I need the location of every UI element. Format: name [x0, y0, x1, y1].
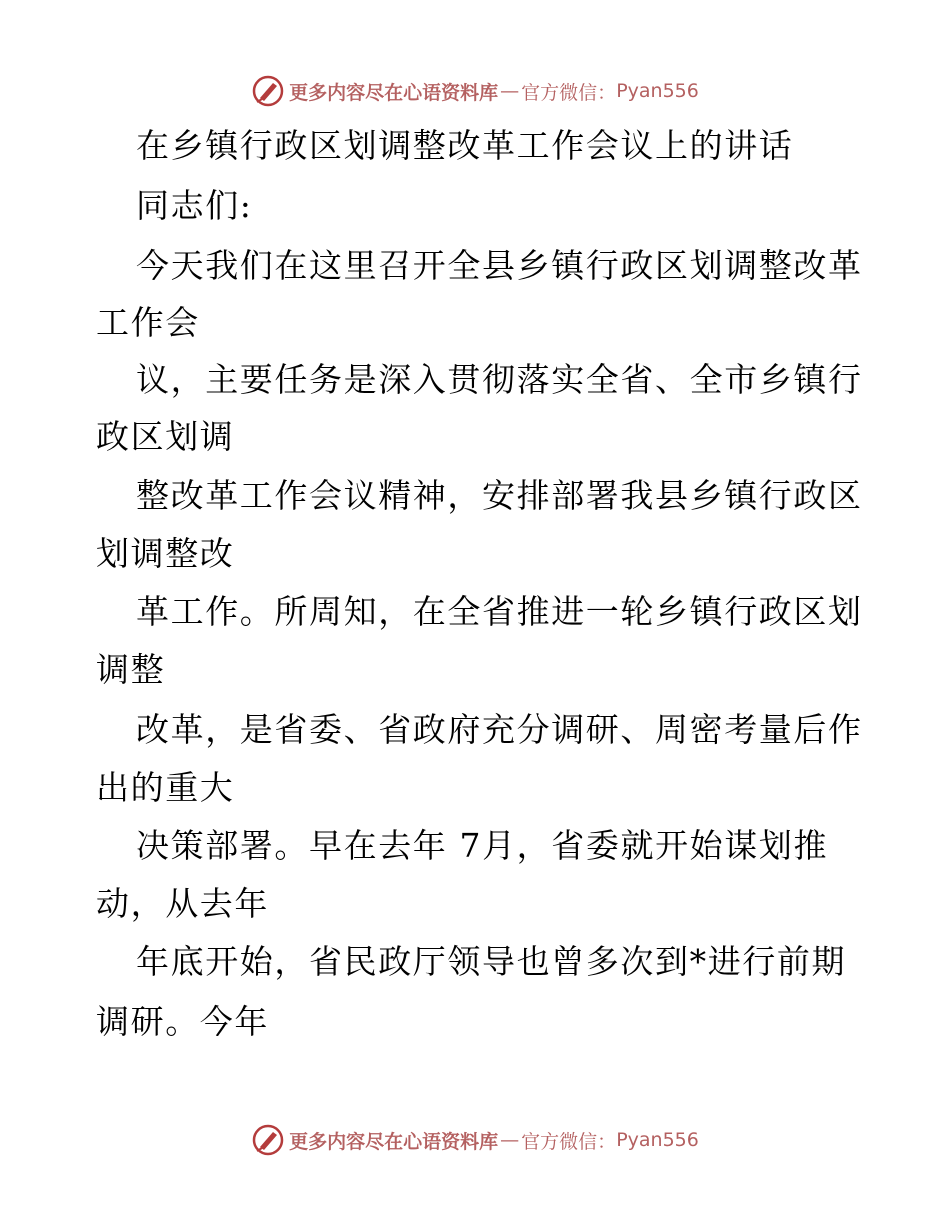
- paragraph-line: 调研。今年: [96, 1002, 269, 1041]
- paragraph-line: 动，从去年: [96, 884, 269, 923]
- paragraph-line: 出的重大: [96, 768, 235, 807]
- watermark-wechat-id: Pyan556: [616, 80, 699, 102]
- watermark-text: 更多内容尽在心语资料库: [289, 1130, 499, 1153]
- paragraph-line: 调整: [96, 650, 166, 689]
- document-title: 在乡镇行政区划调整改革工作会议上的讲话: [136, 126, 794, 165]
- paragraph-line: 决策部署。早在去年 7月，省委就开始谋划推: [136, 826, 829, 865]
- paragraph-line: 今天我们在这里召开全县乡镇行政区划调整改革: [136, 246, 863, 285]
- watermark-wechat-label: 官方微信：: [521, 81, 617, 104]
- watermark-header: [0, 71, 950, 111]
- watermark-text: 更多内容尽在心语资料库: [289, 81, 499, 104]
- watermark-wechat-id: Pyan556: [616, 1129, 699, 1151]
- watermark-wechat-label: 官方微信：: [521, 1130, 617, 1153]
- paragraph-line: 年底开始，省民政厅领导也曾多次到*进行前期: [136, 942, 847, 981]
- paragraph-line: 议，主要任务是深入贯彻落实全省、全市乡镇行: [136, 360, 863, 399]
- paragraph-line: 革工作。所周知，在全省推进一轮乡镇行政区划: [136, 592, 863, 631]
- pen-logo-icon: [251, 74, 285, 108]
- paragraph-line: 整改革工作会议精神，安排部署我县乡镇行政区: [136, 476, 863, 515]
- watermark-dash: —: [500, 1129, 520, 1151]
- paragraph-line: 划调整改: [96, 534, 235, 573]
- greeting: 同志们:: [136, 186, 253, 225]
- paragraph-line: 政区划调: [96, 417, 235, 456]
- pen-logo-icon: [251, 1123, 285, 1157]
- watermark-footer: [0, 1120, 950, 1160]
- watermark-dash: —: [500, 80, 520, 102]
- paragraph-line: 改革，是省委、省政府充分调研、周密考量后作: [136, 710, 863, 749]
- paragraph-line: 工作会: [96, 303, 200, 342]
